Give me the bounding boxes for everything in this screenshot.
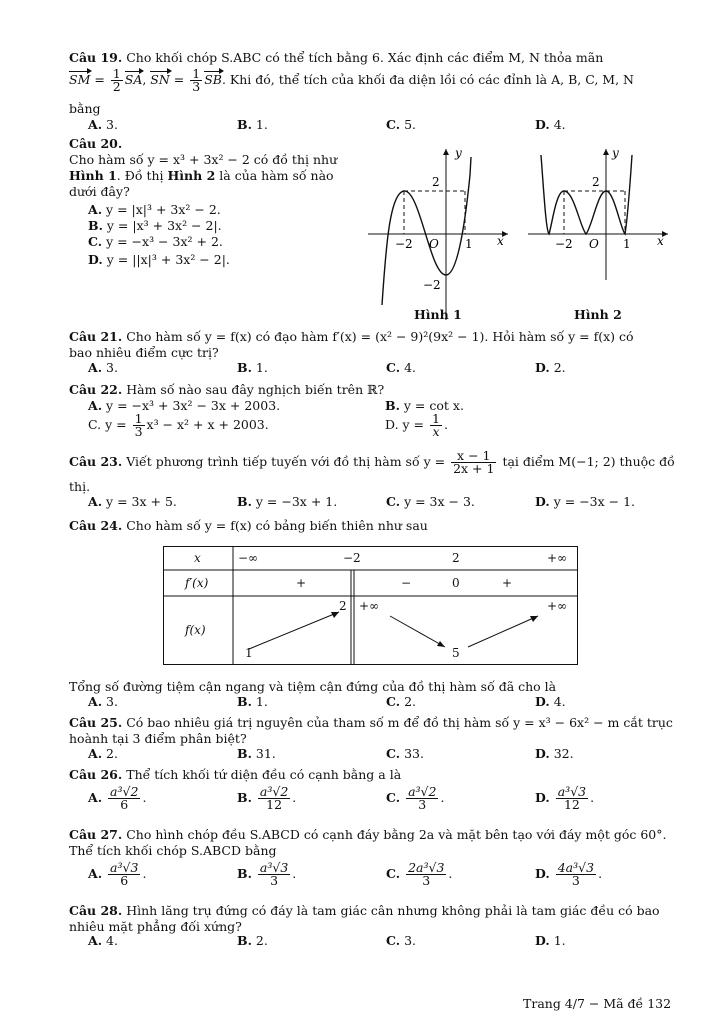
q22-opt-d-den: x bbox=[432, 424, 440, 439]
q27-opt-d-letter: D. bbox=[535, 866, 550, 881]
q21-opt-a: A. 3. bbox=[88, 360, 118, 375]
q26-label: Câu 26. bbox=[69, 767, 123, 782]
q22-text-1: Hàm số nào sau đây nghịch biến trên ℝ? bbox=[126, 382, 385, 397]
variation-table bbox=[163, 546, 578, 665]
q27-opt-d: D. $\frac{\text{4a³√3}}{3}$ . bbox=[535, 860, 603, 888]
option-letter: A. bbox=[88, 202, 103, 217]
vec-SM: SM bbox=[69, 72, 91, 87]
q19-opt-b: B. 1. bbox=[237, 117, 268, 132]
arrow-up-1 bbox=[249, 612, 339, 649]
fig1-origin: O bbox=[429, 237, 439, 251]
q23-opt-b: B. y = −3x + 1. bbox=[237, 494, 338, 509]
option-letter: B. bbox=[88, 218, 103, 233]
q27-opt-c-den: 3 bbox=[422, 873, 431, 888]
q22-opt-c-pre: C. y = bbox=[88, 417, 131, 432]
option-letter: A. bbox=[88, 117, 103, 132]
q27-line1 bbox=[69, 827, 666, 843]
q26-opt-b-frac bbox=[258, 786, 290, 811]
fig2-curve bbox=[541, 155, 632, 234]
vt-sign-zero: 0 bbox=[452, 576, 460, 590]
q27-opt-b-frac bbox=[258, 862, 290, 887]
q27-opt-c-num: 2a³√3 bbox=[408, 860, 445, 875]
q26-line1 bbox=[69, 767, 401, 783]
q25-line1 bbox=[69, 715, 673, 731]
figure-hinh-1 bbox=[368, 145, 513, 325]
q22-opt-a: A. y = −x³ + 3x² − 3x + 2003. bbox=[88, 398, 281, 413]
q28-opt-b: B. 2. bbox=[237, 933, 268, 948]
fig2-tick-x1: 1 bbox=[623, 237, 631, 251]
vt-f-pinf-2: +∞ bbox=[547, 599, 568, 613]
q27-text-1: Cho hình chóp đều S.ABCD có cạnh đáy bằng 2a và mặt bên tạo với đáy một góc 60°. bbox=[126, 827, 667, 842]
option-letter: A. bbox=[88, 398, 103, 413]
q27-opt-a-frac bbox=[108, 862, 140, 887]
q25-opt-b: B. 31. bbox=[237, 746, 276, 761]
q26-opt-c-den: 3 bbox=[418, 797, 427, 812]
q27-opt-b-num: a³√3 bbox=[259, 860, 289, 875]
q27-label: Câu 27. bbox=[69, 827, 123, 842]
q24-label: Câu 24. bbox=[69, 518, 123, 533]
q24-opt-c: C. 2. bbox=[386, 694, 416, 709]
option-letter: B. bbox=[385, 398, 400, 413]
q26-opt-d-letter: D. bbox=[535, 790, 550, 805]
vt-row-x: x bbox=[194, 551, 201, 565]
q20-label: Câu 20. bbox=[69, 136, 123, 151]
q20-opt-d: D. y = ||x|³ + 3x² − 2|. bbox=[88, 252, 230, 267]
q28-line2: nhiêu mặt phẳng đối xứng? bbox=[69, 919, 242, 934]
q22-opt-d-pre: D. y = bbox=[385, 417, 429, 432]
fig2-origin: O bbox=[589, 237, 599, 251]
q24-text-1: Cho hàm số y = f(x) có bảng biến thiên như sau bbox=[126, 518, 428, 533]
q26-opt-c-letter: C. bbox=[386, 790, 401, 805]
arrow-up-2 bbox=[468, 616, 538, 647]
q21-opt-b: B. 1. bbox=[237, 360, 268, 375]
option-letter: D. bbox=[535, 933, 550, 948]
q20-opt-b: B. y = |x³ + 3x² − 2|. bbox=[88, 218, 222, 233]
q23-opt-d: D. y = −3x − 1. bbox=[535, 494, 636, 509]
q26-opt-d: D. $\frac{\text{a³√3}}{12}$ . bbox=[535, 784, 595, 812]
q28-label: Câu 28. bbox=[69, 903, 123, 918]
option-letter: C. bbox=[386, 694, 401, 709]
figure-hinh-2 bbox=[528, 145, 673, 295]
option-letter: A. bbox=[88, 746, 103, 761]
vt-sign-2: − bbox=[401, 576, 412, 590]
q23-line2: thị. bbox=[69, 479, 91, 494]
q20-line2-mid: . Đồ thị bbox=[116, 168, 168, 183]
vt-x-2: 2 bbox=[452, 551, 460, 565]
q19-label: Câu 19. bbox=[69, 50, 123, 65]
fig1-tick-ym2: −2 bbox=[423, 278, 441, 292]
q28-opt-a: A. 4. bbox=[88, 933, 118, 948]
q27-opt-a-letter: A. bbox=[88, 866, 103, 881]
q19-text-1: Cho khối chóp S.ABC có thể tích bằng 6. Xác định các điểm M, N thỏa mãn bbox=[126, 50, 604, 65]
q20-line1: Cho hàm số y = x³ + 3x² − 2 có đồ thị như bbox=[69, 152, 338, 167]
q27-opt-d-frac bbox=[556, 862, 596, 887]
q27-opt-b: B. $\frac{\text{a³√3}}{3}$ . bbox=[237, 860, 297, 888]
q25-opt-a: A. 2. bbox=[88, 746, 118, 761]
option-letter: A. bbox=[88, 933, 103, 948]
fig1-caption: Hình 1 bbox=[414, 307, 462, 322]
q26-opt-b-letter: B. bbox=[237, 790, 252, 805]
q23-text-pre: Viết phương trình tiếp tuyến với đồ thị hàm số y = bbox=[126, 454, 446, 469]
q26-text-1: Thể tích khối tứ diện đều có cạnh bằng a là bbox=[126, 767, 402, 782]
option-letter: C. bbox=[386, 117, 401, 132]
q23-text-post: tại điểm M(−1; 2) thuộc đồ bbox=[502, 454, 675, 469]
vt-row-f: f(x) bbox=[185, 623, 206, 637]
q26-opt-b: B. $\frac{\text{a³√2}}{12}$ . bbox=[237, 784, 297, 812]
option-letter: D. bbox=[535, 746, 550, 761]
q22-opt-b: B. y = cot x. bbox=[385, 398, 464, 413]
option-letter: B. bbox=[237, 694, 252, 709]
q19-opt-d: D. 4. bbox=[535, 117, 566, 132]
q22-opt-c-den: 3 bbox=[134, 424, 143, 439]
q20-line2 bbox=[69, 168, 334, 184]
q23-opt-c: C. y = 3x − 3. bbox=[386, 494, 475, 509]
option-letter: D. bbox=[535, 117, 550, 132]
fig2-x-label: x bbox=[657, 234, 664, 248]
q27-opt-b-letter: B. bbox=[237, 866, 252, 881]
frac-1-3: $\frac{1}{3}$ bbox=[192, 66, 201, 94]
q28-line1 bbox=[69, 903, 660, 919]
arrow-down bbox=[390, 616, 445, 647]
option-letter: C. bbox=[386, 746, 401, 761]
q19-line3: bằng bbox=[69, 101, 101, 116]
q21-line2: bao nhiêu điểm cực trị? bbox=[69, 345, 219, 360]
vt-row-fp: f′(x) bbox=[185, 576, 209, 590]
q19-line2: SM = $\frac{1}{2}$ SA, SN = $\frac{1}{3}$ SB. Khi đó, thể tích của khối đa diện lồi có các đỉnh là A, B, C, M, N bbox=[69, 66, 634, 94]
q22-opt-d-frac bbox=[430, 413, 442, 438]
q27-opt-a-den: 6 bbox=[120, 873, 129, 888]
option-letter: C. bbox=[386, 360, 401, 375]
q22-line1 bbox=[69, 382, 384, 398]
q20-ref-hinh1: Hình 1 bbox=[69, 168, 117, 183]
fig1-y-label: y bbox=[455, 146, 462, 160]
q27-opt-d-num: 4a³√3 bbox=[557, 860, 595, 875]
frac-1-2: $\frac{1}{2}$ bbox=[112, 66, 121, 94]
fig2-y-arrow bbox=[603, 149, 609, 155]
vt-f-pinf-1: +∞ bbox=[359, 599, 380, 613]
q23-label: Câu 23. bbox=[69, 454, 123, 469]
fig1-tick-y2: 2 bbox=[432, 175, 440, 189]
q23-frac bbox=[451, 450, 496, 475]
q26-opt-d-den: 12 bbox=[563, 797, 580, 812]
vt-x-pos-inf: +∞ bbox=[547, 551, 568, 565]
q27-opt-b-den: 3 bbox=[270, 873, 279, 888]
option-letter: A. bbox=[88, 494, 103, 509]
vt-sign-3: + bbox=[502, 576, 513, 590]
q27-opt-d-den: 3 bbox=[571, 873, 580, 888]
q23-opt-a: A. y = 3x + 5. bbox=[88, 494, 177, 509]
vec-SB: SB bbox=[204, 72, 222, 87]
option-letter: C. bbox=[88, 234, 103, 249]
fig2-tick-y2: 2 bbox=[592, 175, 600, 189]
q26-opt-c-frac bbox=[406, 786, 438, 811]
option-letter: A. bbox=[88, 694, 103, 709]
vt-f-2: 2 bbox=[339, 599, 347, 613]
q27-opt-c: C. $\frac{\text{2a³√3}}{3}$ . bbox=[386, 860, 453, 888]
q22-opt-d bbox=[385, 413, 448, 438]
q19-opt-a: A. 3. bbox=[88, 117, 118, 132]
q26-opt-a-den: 6 bbox=[120, 797, 129, 812]
option-letter: D. bbox=[535, 694, 550, 709]
q24-opt-b: B. 1. bbox=[237, 694, 268, 709]
q27-opt-c-letter: C. bbox=[386, 866, 401, 881]
fig2-caption: Hình 2 bbox=[574, 307, 622, 322]
vt-f-5: 5 bbox=[452, 646, 460, 660]
q24-line1 bbox=[69, 518, 428, 534]
q26-opt-a-num: a³√2 bbox=[110, 784, 139, 799]
option-letter: B. bbox=[237, 746, 252, 761]
arrow-down-head bbox=[437, 641, 445, 647]
q20-opt-c: C. y = −x³ − 3x² + 2. bbox=[88, 234, 223, 249]
q27-opt-c-frac bbox=[406, 862, 446, 887]
fig2-y-label: y bbox=[612, 146, 619, 160]
q25-text-1: Có bao nhiêu giá trị nguyên của tham số m để đồ thị hàm số y = x³ − 6x² − m cắt trục bbox=[126, 715, 673, 730]
option-letter: A. bbox=[88, 360, 103, 375]
q21-text-1: Cho hàm số y = f(x) có đạo hàm f′(x) = (x² − 9)²(9x² − 1). Hỏi hàm số y = f(x) có bbox=[126, 329, 634, 344]
q26-opt-a-frac bbox=[108, 786, 140, 811]
q26-opt-d-frac bbox=[556, 786, 588, 811]
option-letter: B. bbox=[237, 933, 252, 948]
q25-label: Câu 25. bbox=[69, 715, 123, 730]
q22-opt-c-frac bbox=[133, 413, 145, 438]
vt-sign-1: + bbox=[296, 576, 307, 590]
fig1-y-arrow bbox=[443, 149, 449, 155]
q24-opt-a: A. 3. bbox=[88, 694, 118, 709]
q25-opt-d: D. 32. bbox=[535, 746, 574, 761]
q22-label: Câu 22. bbox=[69, 382, 123, 397]
q24-opt-d: D. 4. bbox=[535, 694, 566, 709]
q22-opt-d-post: . bbox=[443, 417, 448, 432]
q27-line2: Thể tích khối chóp S.ABCD bằng bbox=[69, 843, 277, 858]
vt-f-1: 1 bbox=[245, 646, 253, 660]
q25-opt-c: C. 33. bbox=[386, 746, 424, 761]
q23-line1 bbox=[69, 450, 675, 475]
option-letter: C. bbox=[386, 933, 401, 948]
q20-opt-a: A. y = |x|³ + 3x² − 2. bbox=[88, 202, 221, 217]
q26-opt-b-num: a³√2 bbox=[259, 784, 289, 799]
q28-opt-d: D. 1. bbox=[535, 933, 566, 948]
vt-x-neg-inf: −∞ bbox=[238, 551, 259, 565]
q26-opt-b-den: 12 bbox=[266, 797, 283, 812]
q22-opt-c-post: x³ − x² + x + 2003. bbox=[146, 417, 269, 432]
vt-x-m2: −2 bbox=[343, 551, 361, 565]
q20-line2-end: là của hàm số nào bbox=[215, 168, 334, 183]
option-letter: D. bbox=[535, 360, 550, 375]
q19-line1 bbox=[69, 50, 603, 66]
q22-opt-c bbox=[88, 413, 269, 438]
fig1-x-label: x bbox=[497, 234, 504, 248]
q28-opt-c: C. 3. bbox=[386, 933, 416, 948]
q23-frac-num: x − 1 bbox=[451, 450, 496, 463]
fig1-tick-x1: 1 bbox=[465, 237, 473, 251]
q28-text-1: Hình lăng trụ đứng có đáy là tam giác cân nhưng không phải là tam giác đều có bao bbox=[126, 903, 660, 918]
q21-label: Câu 21. bbox=[69, 329, 123, 344]
q24-after: Tổng số đường tiệm cận ngang và tiệm cận đứng của đồ thị hàm số đã cho là bbox=[69, 679, 557, 694]
q27-opt-a-num: a³√3 bbox=[110, 860, 139, 875]
q26-opt-c-num: a³√2 bbox=[408, 784, 437, 799]
q26-opt-d-num: a³√3 bbox=[557, 784, 587, 799]
option-letter: C. bbox=[386, 494, 401, 509]
q20-ref-hinh2: Hình 2 bbox=[167, 168, 216, 183]
q21-opt-c: C. 4. bbox=[386, 360, 416, 375]
q23-frac-den: 2x + 1 bbox=[453, 461, 495, 476]
option-letter: B. bbox=[237, 360, 252, 375]
q26-opt-a: A. $\frac{\text{a³√2}}{6}$ . bbox=[88, 784, 147, 812]
q26-opt-a-letter: A. bbox=[88, 790, 103, 805]
q26-opt-c: C. $\frac{\text{a³√2}}{3}$ . bbox=[386, 784, 445, 812]
option-letter: B. bbox=[237, 117, 252, 132]
q19-text-2: . Khi đó, thể tích của khối đa diện lồi có các đỉnh là A, B, C, M, N bbox=[221, 72, 634, 87]
q21-opt-d: D. 2. bbox=[535, 360, 566, 375]
q22-opt-c-num: 1 bbox=[134, 411, 143, 426]
vec-SA: SA bbox=[124, 72, 143, 87]
q22-opt-d-num: 1 bbox=[432, 411, 440, 426]
vec-SN: SN bbox=[150, 72, 170, 87]
page-footer: Trang 4/7 − Mã đề 132 bbox=[523, 996, 672, 1011]
fig2-tick-xm2: −2 bbox=[555, 237, 573, 251]
q25-line2: hoành tại 3 điểm phân biệt? bbox=[69, 731, 247, 746]
option-letter: D. bbox=[535, 494, 550, 509]
option-letter: B. bbox=[237, 494, 252, 509]
q19-opt-c: C. 5. bbox=[386, 117, 416, 132]
q21-line1 bbox=[69, 329, 634, 345]
option-letter: D. bbox=[88, 252, 103, 267]
q20-line3: dưới đây? bbox=[69, 184, 130, 199]
fig1-tick-xm2: −2 bbox=[395, 237, 413, 251]
q27-opt-a: A. $\frac{\text{a³√3}}{6}$ . bbox=[88, 860, 147, 888]
